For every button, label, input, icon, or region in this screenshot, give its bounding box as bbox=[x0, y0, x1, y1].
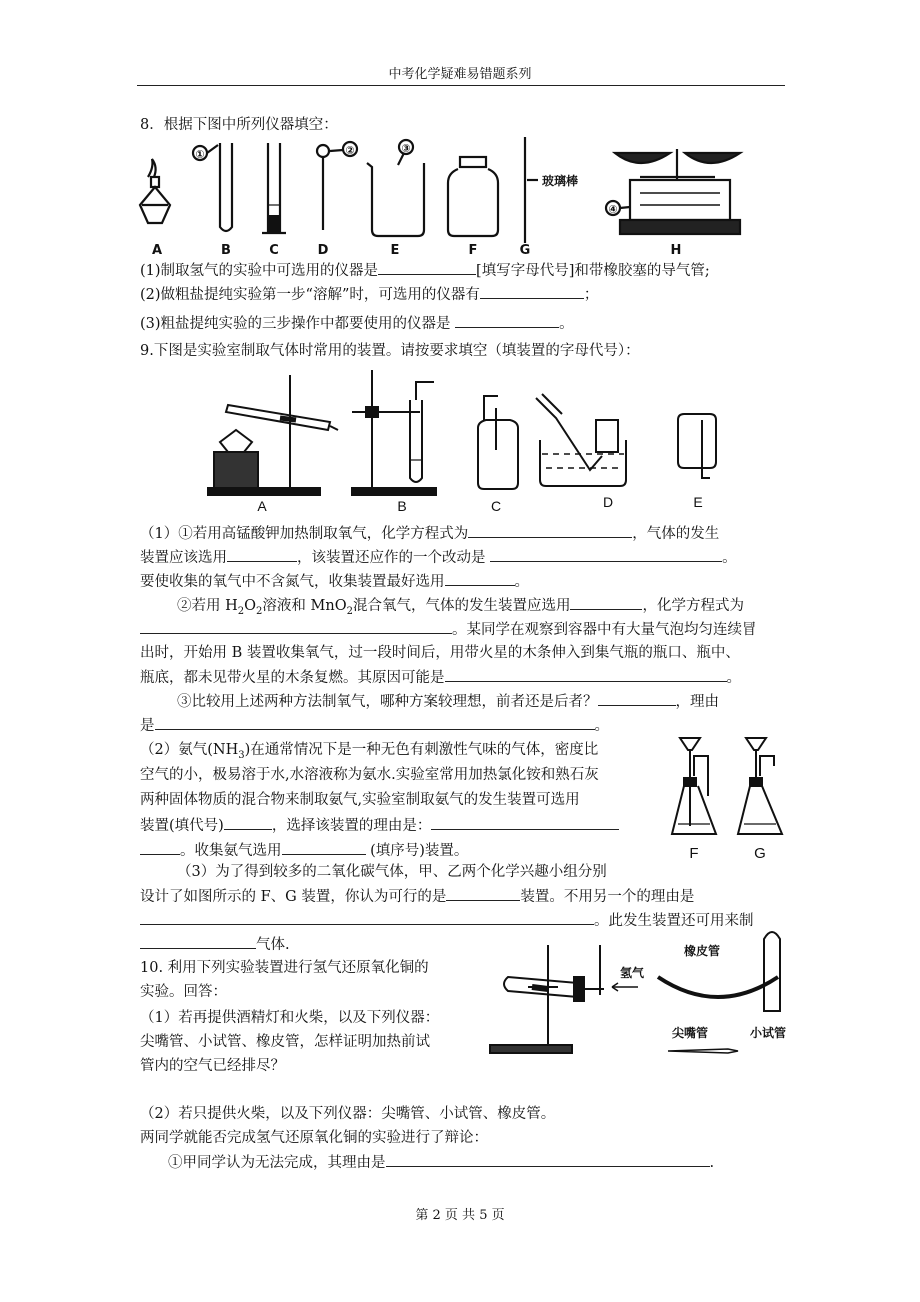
q9-p1-line6: 出时，开始用 B 装置收集氧气，过一段时间后，用带火星的木条伸入到集气瓶的瓶口、瓶中、 bbox=[140, 645, 740, 661]
q10-line2: 实验。回答： bbox=[140, 984, 227, 1000]
q8-instruments-figure bbox=[130, 135, 780, 260]
q9-p1-line1: （1）①若用高锰酸钾加热制取氧气，化学方程式为 ，气体的发生 bbox=[140, 523, 719, 544]
q10-line8: ①甲同学认为无法完成，其理由是 . bbox=[168, 1152, 714, 1173]
apparatus-a-icon bbox=[208, 375, 338, 495]
apparatus-label-a: A bbox=[257, 498, 267, 514]
glass-rod-icon bbox=[525, 137, 538, 243]
nozzle-tube-label: 尖嘴管 bbox=[672, 1026, 709, 1040]
q8-line3: (3)粗盐提纯实验的三步操作中都要使用的仪器是 。 bbox=[140, 313, 574, 334]
page-header: 中考化学疑难易错题系列 bbox=[388, 67, 532, 82]
instrument-label-b: B bbox=[221, 243, 231, 258]
q9-p1-line7: 瓶底，都未见带火星的木条复燃。其原因可能是 。 bbox=[140, 667, 741, 688]
apparatus-label-e: E bbox=[693, 494, 703, 510]
instrument-label-f: F bbox=[468, 243, 478, 258]
q9-p2-line5: 。收集氨气选用 (填序号)装置。 bbox=[140, 840, 468, 861]
q10-line4: 尖嘴管、小试管、橡皮管，怎样证明加热前试 bbox=[140, 1034, 430, 1050]
q10-apparatus-figure bbox=[488, 925, 793, 1060]
nozzle-tube-icon bbox=[668, 1049, 738, 1053]
q10-line1: 10. 利用下列实验装置进行氢气还原氧化铜的 bbox=[140, 960, 429, 976]
small-tube-label: 小试管 bbox=[750, 1026, 787, 1040]
apparatus-b-icon bbox=[352, 370, 436, 495]
q8-line1: (1)制取氢气的实验中可选用的仪器是 [填写字母代号]和带橡胶塞的导气管; bbox=[140, 260, 710, 281]
apparatus-c-icon bbox=[478, 396, 518, 489]
q9-p3-line4: 气体. bbox=[140, 934, 290, 955]
page-footer: 第 2 页 共 5 页 bbox=[415, 1208, 505, 1223]
apparatus-f-icon bbox=[672, 738, 716, 834]
q9-p3-line2: 设计了如图所示的 F、G 装置，你认为可行的是 装置。不用另一个的理由是 bbox=[140, 886, 694, 907]
q9-p1-line5: 。某同学在观察到容器中有大量气泡均匀连续冒 bbox=[140, 619, 757, 640]
wide-mouth-bottle-icon bbox=[448, 157, 498, 236]
q9-p2-line1: （2）氨气$(NH_3)$在通常情况下是一种无色有刺激性气味的气体，密度比 bbox=[140, 742, 599, 761]
apparatus-label-g: G bbox=[754, 845, 766, 862]
marker-2: ② bbox=[345, 144, 355, 157]
q9-p2-line3: 两种固体物质的混合物来制取氨气,实验室制取氨气的发生装置可选用 bbox=[140, 792, 580, 808]
header-rule bbox=[137, 85, 785, 86]
hydrogen-label: 氢气 bbox=[620, 966, 645, 980]
apparatus-g-icon bbox=[738, 738, 782, 834]
apparatus-label-d: D bbox=[602, 494, 614, 510]
glass-rod-label: 玻璃棒 bbox=[542, 174, 579, 188]
q9-stem: 9.下图是实验室制取气体时常用的装置。请按要求填空（填装置的字母代号）： bbox=[140, 343, 640, 359]
hydrogen-reduction-setup-icon bbox=[490, 945, 638, 1053]
q9-p3-line1b: （3）为了得到较多的二氧化碳气体，甲、乙两个化学兴趣小组分别 bbox=[177, 864, 607, 880]
q10-line5: 管内的空气已经排尽？ bbox=[140, 1058, 285, 1074]
q9-p2-line4: 装置(填代号) ，选择该装置的理由是： bbox=[140, 815, 619, 836]
q9-p1-line8: ③比较用上述两种方法制氧气，哪种方案较理想，前者还是后者？ ，理由 bbox=[177, 691, 719, 712]
instrument-label-c: C bbox=[269, 243, 279, 258]
q9-p1-line2: 装置应该选用 ，该装置还应作的一个改动是 。 bbox=[140, 547, 737, 568]
q9-fg-figure bbox=[670, 730, 785, 865]
q9-p2-line2: 空气的小，极易溶于水,水溶液称为氨水.实验室常用加热氯化铵和熟石灰 bbox=[140, 767, 599, 783]
rubber-tube-label: 橡皮管 bbox=[684, 944, 721, 958]
q9-apparatus-figure bbox=[200, 360, 740, 515]
q9-p1-line9: 是 。 bbox=[140, 715, 609, 736]
marker-3: ③ bbox=[401, 142, 411, 155]
q10-line3: （1）若再提供酒精灯和火柴，以及下列仪器： bbox=[140, 1010, 440, 1026]
instrument-label-d: D bbox=[317, 243, 329, 258]
q8-line2: (2)做粗盐提纯实验第一步“溶解”时，可选用的仪器有 ； bbox=[140, 284, 598, 305]
instrument-label-e: E bbox=[390, 243, 400, 258]
beaker-icon bbox=[367, 140, 424, 236]
q8-stem: 8．根据下图中所列仪器填空： bbox=[140, 117, 338, 133]
apparatus-label-f: F bbox=[689, 845, 699, 862]
alcohol-lamp-icon bbox=[140, 159, 170, 223]
q9-p3-line3: 。此发生装置还可用来制 bbox=[140, 910, 754, 931]
apparatus-label-c: C bbox=[490, 498, 502, 514]
instrument-label-h: H bbox=[670, 243, 682, 258]
graduated-cylinder-icon bbox=[262, 143, 286, 233]
marker-1: ① bbox=[195, 148, 205, 161]
instrument-label-a: A bbox=[151, 243, 163, 258]
small-test-tube-icon bbox=[764, 932, 780, 1011]
apparatus-label-b: B bbox=[397, 498, 407, 514]
balance-scale-icon bbox=[606, 149, 740, 234]
q10-line6: （2）若只提供火柴，以及下列仪器：尖嘴管、小试管、橡皮管。 bbox=[140, 1106, 556, 1122]
marker-4: ④ bbox=[608, 203, 618, 216]
apparatus-d-icon bbox=[536, 394, 626, 486]
q10-line7: 两同学就能否完成氢气还原氧化铜的实验进行了辩论： bbox=[140, 1130, 488, 1146]
instrument-label-g: G bbox=[519, 243, 531, 258]
q9-p1-line3: 要使收集的氧气中不含氮气，收集装置最好选用 。 bbox=[140, 571, 529, 592]
apparatus-e-icon bbox=[678, 414, 716, 478]
q9-p1-line4: ②若用 $H_2O_2$溶液和 MnO$_2$混合氧气，气体的发生装置应选用 ，化学方程式为 bbox=[177, 595, 744, 622]
rubber-tube-icon bbox=[658, 977, 778, 997]
